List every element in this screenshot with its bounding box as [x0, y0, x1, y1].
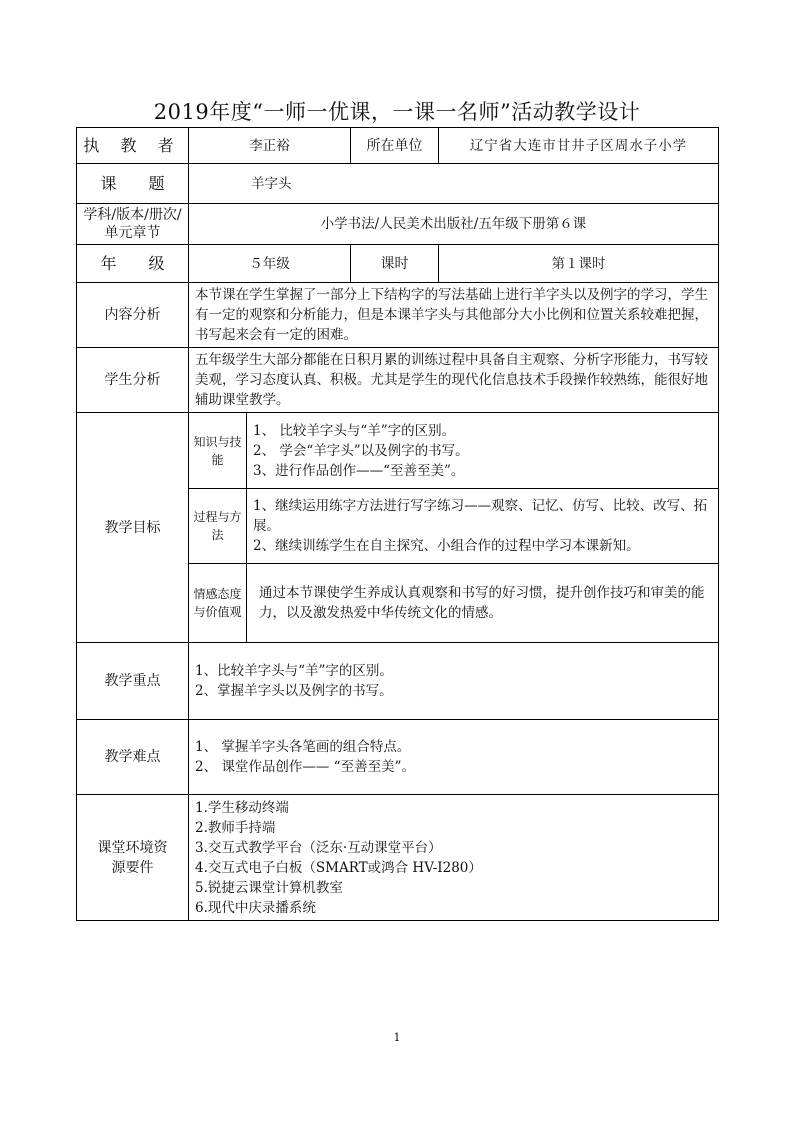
- document-title: 2019年度“一师一优课，一课一名师”活动教学设计: [153, 100, 641, 124]
- difficulty-item: 2、 课堂作品创作—— “至善至美”。: [195, 759, 415, 775]
- resource-item: 3.交互式教学平台（泛东·互动课堂平台）: [195, 839, 442, 856]
- topic-label: 课 题: [77, 164, 189, 204]
- knowledge-item: 2、 学会“羊字头”以及例字的书写。: [253, 442, 469, 459]
- resource-item: 6.现代中庆录播系统: [195, 899, 316, 916]
- process-item: 2、继续训练学生在自主探究、小组合作的过程中学习本课新知。: [253, 538, 640, 554]
- process-item: 1、继续运用练字方法进行写字练习——观察、记忆、仿写、比较、改写、拓展。: [253, 498, 708, 534]
- difficulty-item: 1、 掌握羊字头各笔画的组合特点。: [195, 739, 411, 755]
- resource-item: 1.学生移动终端: [195, 799, 289, 816]
- content-analysis-text: 本节课在学生掌握了一部分上下结构字的写法基础上进行羊字头以及例字的学习，学生有一定的观察和分析能力，但是本课羊字头与其他部分大小比例和位置关系较难把握，书写起来会有一定的困难。: [189, 283, 719, 348]
- emotion-label: 情感态度与价值观: [189, 564, 247, 643]
- resource-item: 5.锐捷云课堂计算机教室: [195, 879, 343, 896]
- process-items: [247, 489, 719, 564]
- row-topic: [77, 164, 719, 204]
- row-key-points: [77, 643, 719, 720]
- grade-value: ５年级: [189, 245, 351, 283]
- student-analysis-text: 五年级学生大部分都能在日积月累的训练过程中具备自主观察、分析字形能力，书写较美观，学习态度认真、积极。尤其是学生的现代化信息技术手段操作较熟练，能很好地辅助课堂教学。: [189, 348, 719, 413]
- period-label: 课时: [351, 245, 439, 283]
- goals-label: 教学目标: [77, 413, 189, 643]
- student-analysis-label: 学生分析: [77, 348, 189, 413]
- knowledge-items: [247, 413, 719, 489]
- topic-value: 羊字头: [189, 164, 719, 204]
- row-chapter: [77, 204, 719, 245]
- emotion-text: 通过本节课使学生养成认真观察和书写的好习惯，提升创作技巧和审美的能力，以及激发热爱中华传统文化的情感。: [247, 564, 719, 643]
- resource-item: 2.教师手持端: [195, 819, 276, 836]
- row-teacher: [77, 128, 719, 164]
- difficulties-label: 教学难点: [77, 720, 189, 795]
- teacher-label: 执 教 者: [77, 128, 189, 164]
- knowledge-item: 3、进行作品创作——“至善至美”。: [253, 462, 465, 479]
- lesson-design-table: [76, 127, 719, 921]
- process-label: 过程与方法: [189, 489, 247, 564]
- knowledge-item: 1、 比较羊字头与“羊”字的区别。: [253, 422, 456, 439]
- knowledge-label: 知识与技能: [189, 413, 247, 489]
- resources-label: 课堂环境资源要件: [77, 795, 189, 921]
- row-difficulties: [77, 720, 719, 795]
- row-resources: [77, 795, 719, 921]
- content-analysis-label: 内容分析: [77, 283, 189, 348]
- key-points-items: [189, 643, 719, 720]
- key-point-item: 2、掌握羊字头以及例字的书写。: [195, 683, 393, 699]
- unit-value: 辽宁省大连市甘井子区周水子小学: [439, 128, 719, 164]
- row-content-analysis: [77, 283, 719, 348]
- difficulties-items: [189, 720, 719, 795]
- teacher-name: 李正裕: [189, 128, 351, 164]
- unit-label: 所在单位: [351, 128, 439, 164]
- key-points-label: 教学重点: [77, 643, 189, 720]
- row-grade: [77, 245, 719, 283]
- chapter-label: 学科/版本/册次/单元章节: [77, 204, 189, 245]
- period-value: 第１课时: [439, 245, 719, 283]
- resource-item: 4.交互式电子白板（SMART或鸿合 HV-I280）: [195, 859, 482, 876]
- page-number: 1: [393, 1031, 401, 1044]
- grade-label: 年 级: [77, 245, 189, 283]
- row-student-analysis: [77, 348, 719, 413]
- resources-items: [189, 795, 719, 921]
- row-goal-knowledge: [77, 413, 719, 489]
- key-point-item: 1、比较羊字头与“羊”字的区别。: [195, 663, 393, 679]
- chapter-value: 小学书法/人民美术出版社/五年级下册第６课: [189, 204, 719, 245]
